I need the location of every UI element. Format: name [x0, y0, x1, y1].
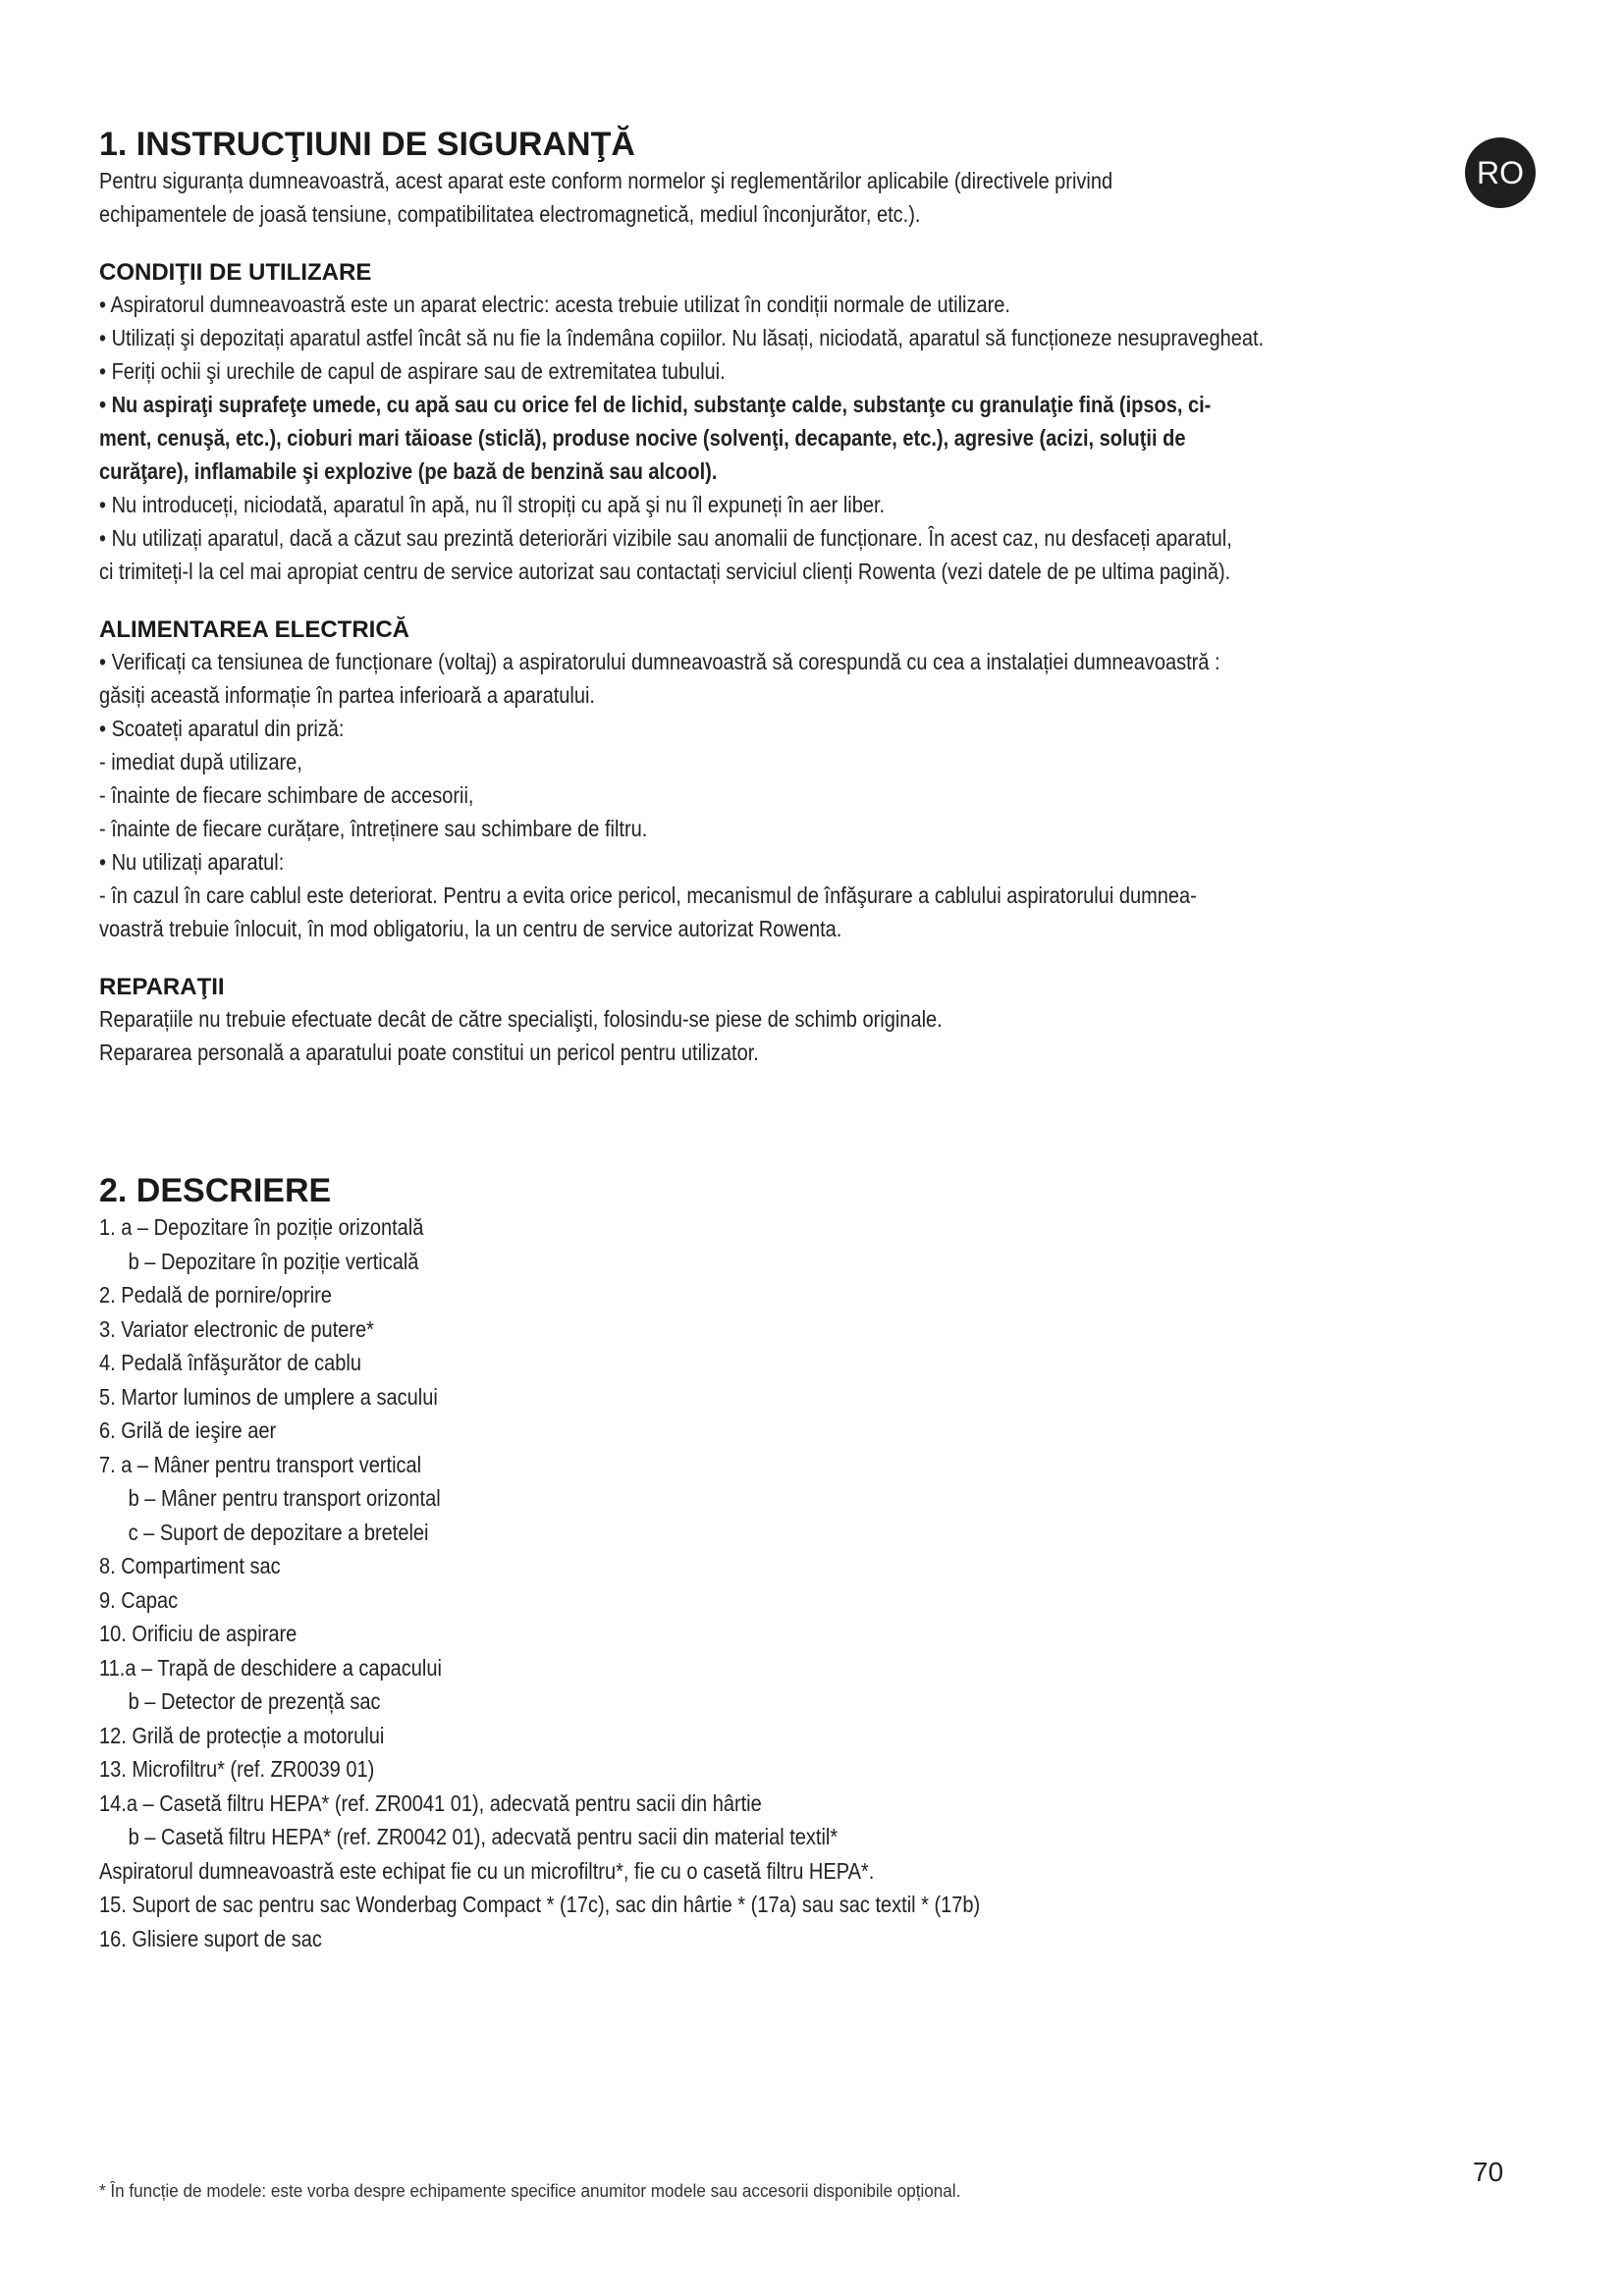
condition-line: • Aspiratorul dumneavoastră este un aparat electric: acesta trebuie utilizat în condiții normale de utilizare. — [99, 292, 1010, 317]
description-item: 11.a – Trapă de deschidere a capacului — [99, 1654, 442, 1681]
section-title-description: 2. DESCRIERE — [99, 1172, 332, 1209]
description-item: 15. Suport de sac pentru sac Wonderbag Compact * (17c), sac din hârtie * (17a) sau sac textil * (17b) — [99, 1892, 981, 1917]
description-item: b – Detector de prezență sac — [128, 1688, 381, 1714]
heading-conditions: CONDIŢII DE UTILIZARE — [99, 259, 372, 286]
warning-line: ment, cenuşă, etc.), cioburi mari tăioase (sticlă), produse nocive (solvenţi, decapante, etc.), agresive (acizi, soluţii de — [99, 425, 1186, 451]
power-line: • Verificați ca tensiunea de funcționare (voltaj) a aspiratorului dumneavoastră să corespundă cu cea a instalației dumneavoastră : — [99, 649, 1220, 674]
power-line: • Nu utilizați aparatul: — [99, 849, 285, 875]
description-item: 9. Capac — [99, 1586, 179, 1613]
language-badge: RO — [1465, 137, 1536, 208]
description-item: b – Mâner pentru transport orizontal — [128, 1485, 441, 1511]
power-line: • Scoateți aparatul din priză: — [99, 716, 345, 741]
condition-line: • Utilizați şi depozitați aparatul astfel încât să nu fie la îndemâna copiilor. Nu lăsați, niciodată, aparatul să funcționeze nesupravegheat. — [99, 325, 1265, 350]
condition-line: • Feriți ochii şi urechile de capul de aspirare sau de extremitatea tubului. — [99, 358, 726, 384]
condition-line: • Nu introduceți, niciodată, aparatul în apă, nu îl stropiți cu apă şi nu îl expuneți în aer liber. — [99, 492, 886, 517]
description-item: 1. a – Depozitare în poziție orizontală — [99, 1214, 424, 1240]
description-item: 7. a – Mâner pentru transport vertical — [99, 1451, 422, 1477]
description-item: b – Casetă filtru HEPA* (ref. ZR0042 01), adecvată pentru sacii din material textil* — [128, 1824, 839, 1849]
description-item: 4. Pedală înfăşurător de cablu — [99, 1350, 361, 1375]
condition-line: • Nu utilizați aparatul, dacă a căzut sau prezintă deteriorări vizibile sau anomalii de funcționare. În acest caz, nu desfaceți aparatul, — [99, 525, 1232, 551]
power-line: - înainte de fiecare schimbare de accesorii, — [99, 782, 474, 808]
description-item: 6. Grilă de ieşire aer — [99, 1417, 277, 1443]
description-item: b – Depozitare în poziție verticală — [128, 1248, 419, 1274]
description-item: 13. Microfiltru* (ref. ZR0039 01) — [99, 1756, 375, 1782]
description-item: 5. Martor luminos de umplere a sacului — [99, 1383, 438, 1410]
intro-line: Pentru siguranța dumneavoastră, acest aparat este conform normelor şi reglementărilor aplicabile (directivele privind — [99, 168, 1113, 193]
description-list — [99, 1210, 1533, 1955]
warning-line: curăţare), inflamabile şi explozive (pe bază de benzină sau alcool). — [99, 458, 718, 484]
power-line: găsiți această informație în partea inferioară a aparatului. — [99, 682, 595, 708]
description-item: 16. Glisiere suport de sac — [99, 1925, 322, 1951]
section-title-safety: 1. INSTRUCŢIUNI DE SIGURANŢĂ — [99, 126, 635, 163]
heading-power: ALIMENTAREA ELECTRICĂ — [99, 616, 409, 643]
power-line: - imediat după utilizare, — [99, 749, 302, 774]
power-line: - în cazul în care cablul este deteriorat. Pentru a evita orice pericol, mecanismul de înfăşurare a cablului aspiratorului dumnea- — [99, 882, 1197, 908]
description-item: 3. Variator electronic de putere* — [99, 1315, 374, 1342]
description-item: 2. Pedală de pornire/oprire — [99, 1282, 332, 1308]
description-item: Aspiratorul dumneavoastră este echipat fie cu un microfiltru*, fie cu o casetă filtru HEPA*. — [99, 1857, 875, 1884]
description-item: 12. Grilă de protecție a motorului — [99, 1722, 385, 1748]
description-item: 8. Compartiment sac — [99, 1553, 281, 1578]
power-line: voastră trebuie înlocuit, în mod obligatoriu, la un centru de service autorizat Rowenta. — [99, 916, 842, 941]
footnote: * În funcție de modele: este vorba despre echipamente specifice anumitor modele sau accesorii disponibile opțional. — [99, 2181, 961, 2201]
description-item: 14.a – Casetă filtru HEPA* (ref. ZR0041 01), adecvată pentru sacii din hârtie — [99, 1789, 762, 1816]
condition-line: ci trimiteți-l la cel mai apropiat centru de service autorizat sau contactați serviciul clienți Rowenta (vezi datele de pe ultima pagină). — [99, 559, 1231, 584]
heading-repairs: REPARAŢII — [99, 974, 225, 1000]
page-number: 70 — [1473, 2157, 1504, 2187]
description-item: c – Suport de depozitare a bretelei — [128, 1519, 429, 1545]
repairs-line: Repararea personală a aparatului poate constitui un pericol pentru utilizator. — [99, 1040, 759, 1065]
intro-line: echipamentele de joasă tensiune, compatibilitatea electromagnetică, mediul înconjurător, etc.). — [99, 201, 921, 227]
warning-line: • Nu aspiraţi suprafeţe umede, cu apă sau cu orice fel de lichid, substanţe calde, substanţe cu granulaţie fină (ipsos, ci- — [99, 392, 1212, 417]
description-section — [99, 1171, 1533, 1955]
description-item: 10. Orificiu de aspirare — [99, 1621, 298, 1646]
power-line: - înainte de fiecare curățare, întreținere sau schimbare de filtru. — [99, 816, 648, 841]
safety-section — [99, 125, 1533, 1069]
repairs-line: Reparațiile nu trebuie efectuate decât de către specialişti, folosindu-se piese de schimb originale. — [99, 1006, 943, 1032]
